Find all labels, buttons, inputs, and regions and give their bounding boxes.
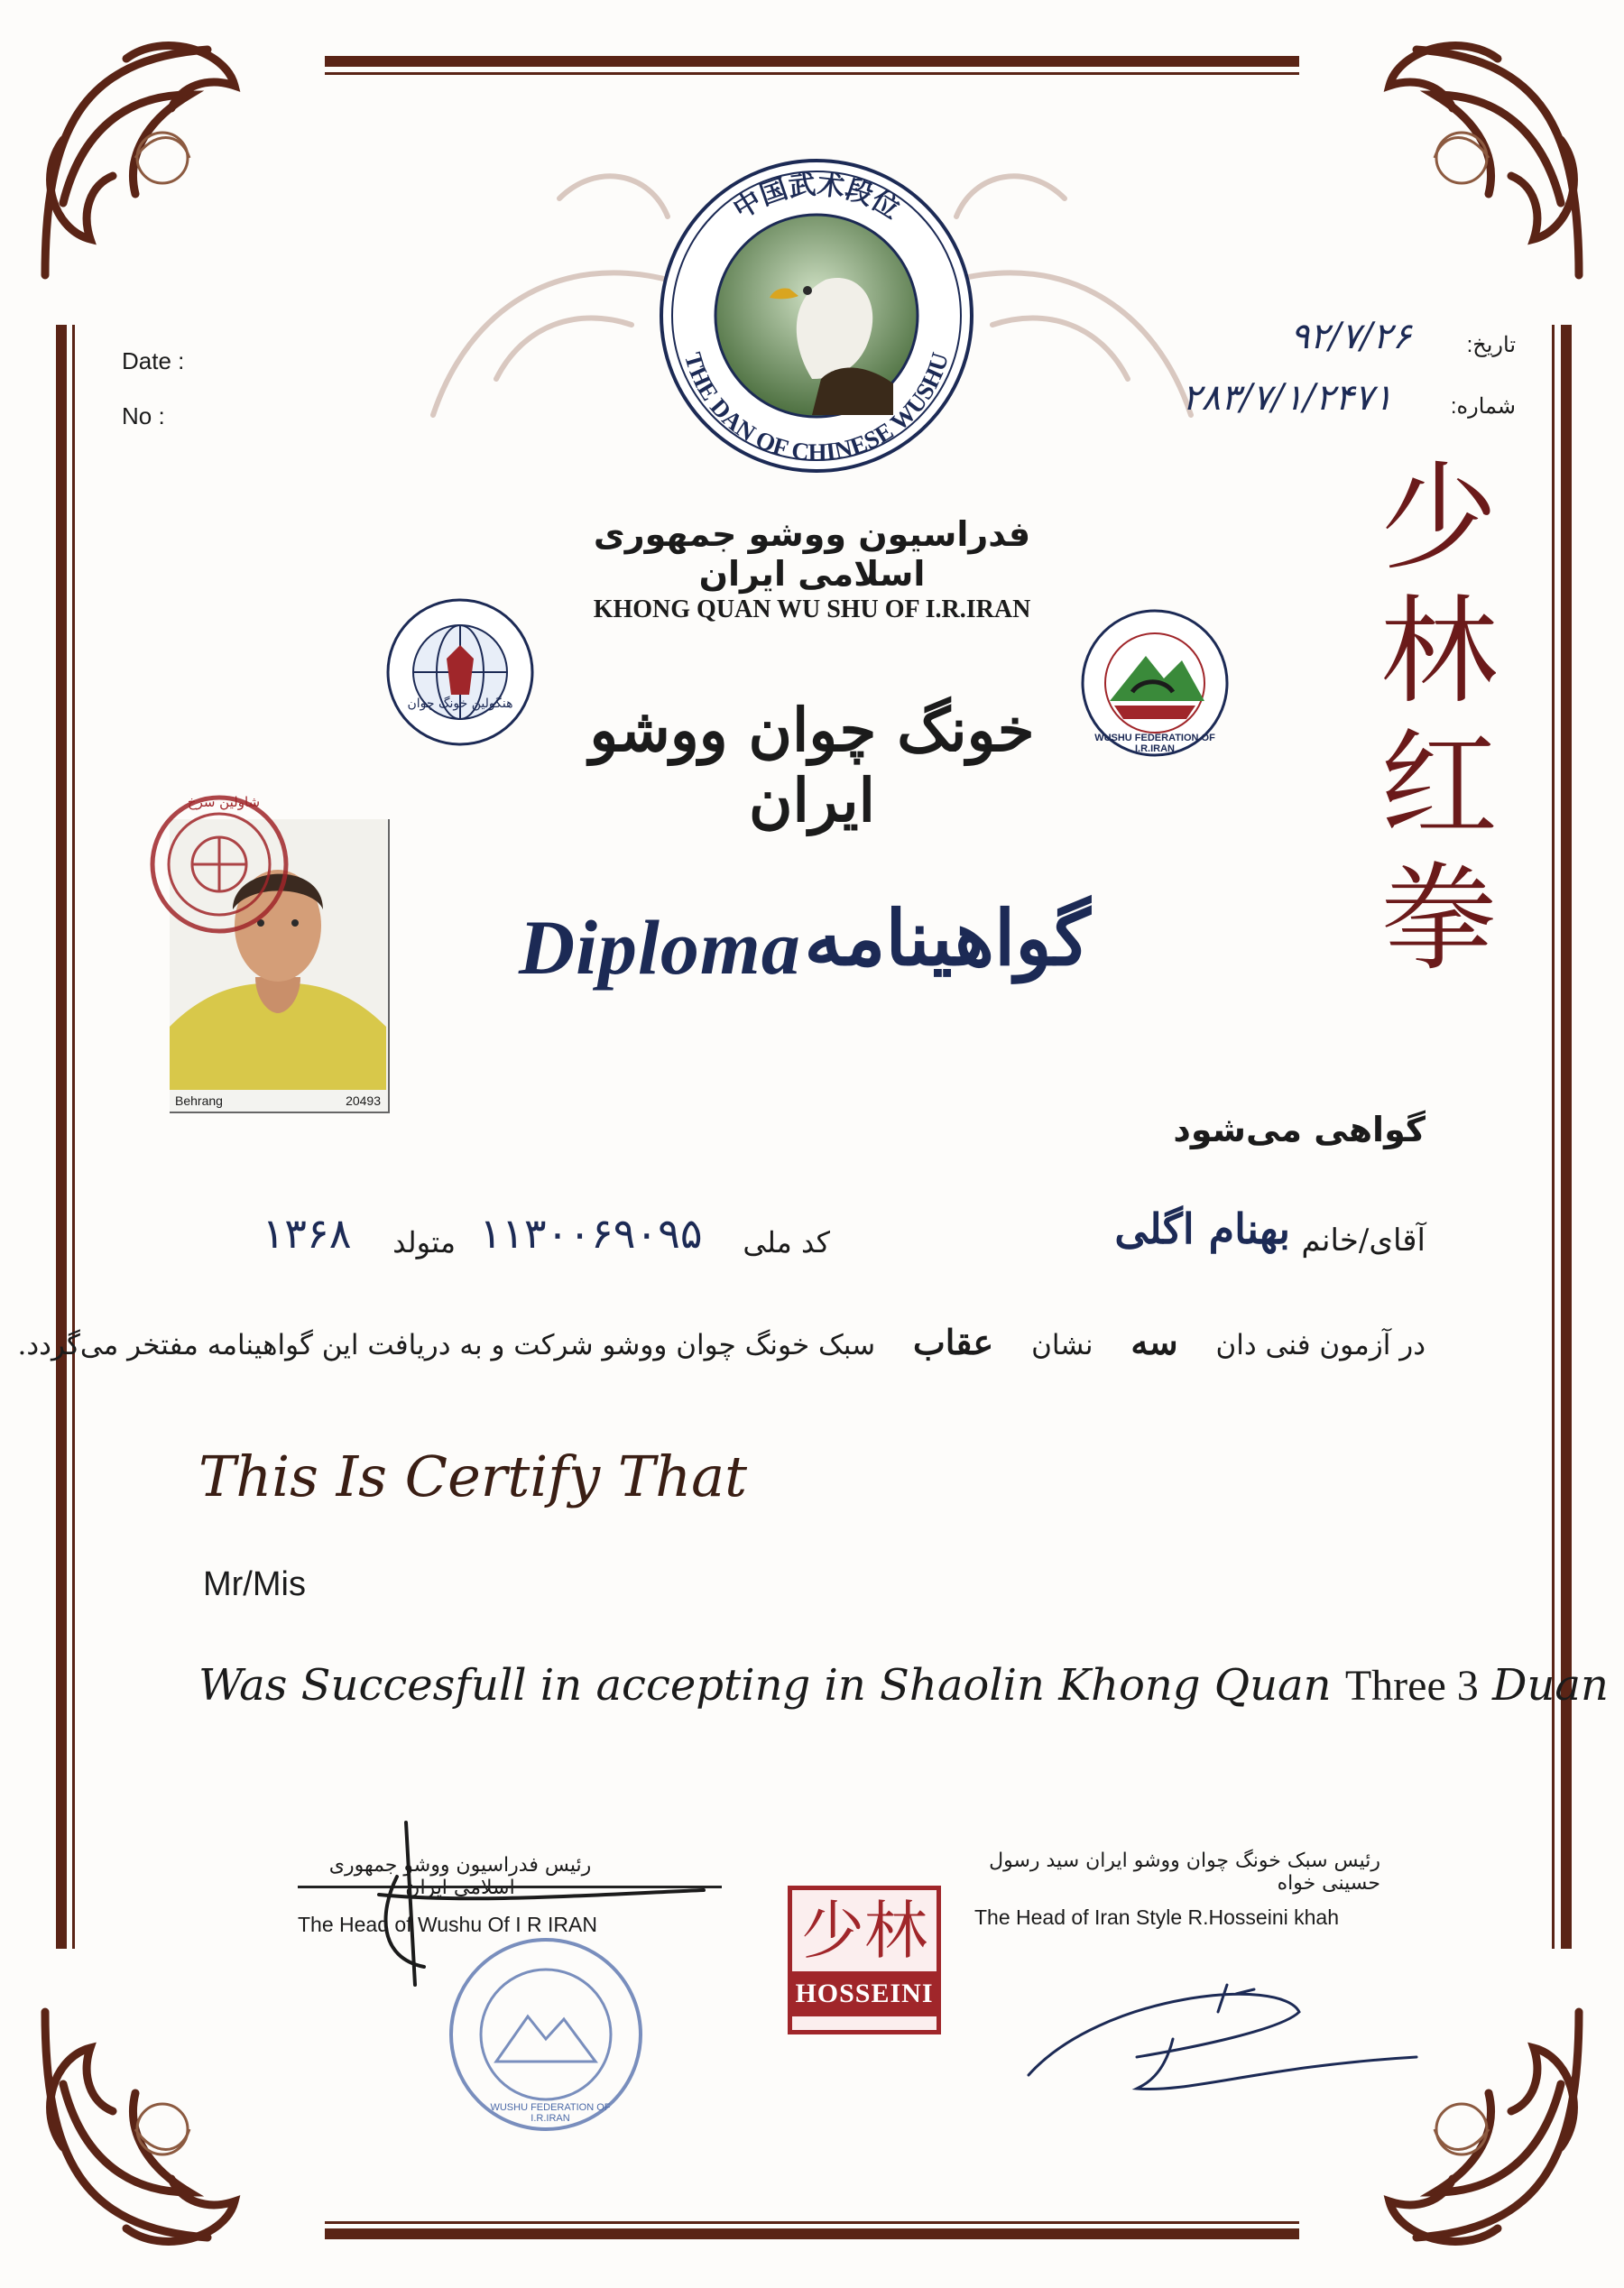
khong-quan-logo (383, 595, 537, 749)
left-border-thin (72, 325, 75, 1949)
vertical-calligraphy (1371, 451, 1507, 985)
svg-text:THE DAN OF CHINESE WUSHU (679, 349, 954, 466)
photo-stamp (147, 792, 291, 936)
svg-text:中国武术段位 (728, 169, 905, 226)
certify-fa: گواهی می‌شود (1173, 1110, 1426, 1149)
federation-name-fa: فدراسیون ووشو جمهوری اسلامی ایران (593, 514, 1031, 594)
diploma-title-fa: گواهینامه (804, 893, 1091, 983)
bottom-border (325, 2228, 1299, 2239)
corner-ornament-bottom-left (27, 1994, 298, 2265)
national-code-label-fa: کد ملی (743, 1225, 830, 1259)
number-value: ۲۸۳/۷/۱/۲۴۷۱ (1182, 377, 1393, 419)
birth-value: ۱۳۶۸ (262, 1209, 352, 1258)
date-value: ۹۲/۷/۲۶ (1290, 316, 1412, 357)
success-text-a: Was Succesfull in accepting in Shaolin Khong Quan (198, 1660, 1332, 1711)
right-signatory-en: The Head of Iran Style R.Hosseini khah (974, 1905, 1339, 1929)
right-signature (1010, 1940, 1426, 2111)
corner-ornament-top-right (1326, 23, 1597, 293)
calligraphy-char-4: 拳 (1379, 850, 1498, 987)
exam-text-c: سبک خونگ چوان ووشو شرکت و به دریافت این گواهینامه مفتخر می‌گردد. (17, 1329, 876, 1361)
top-border (325, 56, 1299, 67)
date-label-fa: تاریخ: (1466, 333, 1516, 357)
exam-text-b: نشان (1031, 1329, 1093, 1361)
wushu-federation-logo-text: WUSHU FEDERATION OF I.R.IRAN (1094, 733, 1215, 754)
certify-en: This Is Certify That (198, 1444, 748, 1509)
hosseini-stamp-chinese: 少林 (801, 1894, 927, 1968)
style-title-fa: خونگ چوان ووشو ایران (589, 695, 1035, 835)
success-line-en (198, 1660, 1609, 1711)
exam-line-fa (17, 1322, 1426, 1362)
photo-frame (170, 794, 390, 1113)
number-label-fa: شماره: (1450, 394, 1516, 419)
person-name-fa: بهنام اگلی (1114, 1204, 1290, 1253)
bottom-border-thin (325, 2221, 1299, 2224)
national-code-value: ۱۱۳۰۰۶۹۰۹۵ (479, 1209, 703, 1258)
mr-mis-label: Mr/Mis (203, 1565, 306, 1603)
seal-english-text: THE DAN OF CHINESE WUSHU (678, 349, 955, 466)
photo-caption-number: 20493 (346, 1093, 381, 1108)
corner-ornament-top-left (27, 23, 298, 293)
diploma-title-en: Diploma (519, 904, 801, 991)
right-signatory-fa: رئیس سبک خونگ چوان ووشو ایران سید رسول حسینی خواه (989, 1850, 1380, 1895)
calligraphy-char-3: 红 (1379, 716, 1498, 853)
birth-label-fa: متولد (392, 1225, 456, 1259)
person-label-fa: آقای/خانم (1301, 1222, 1426, 1259)
no-label: No : (122, 402, 165, 429)
federation-round-stamp-text: WUSHU FEDERATION OF I.R.IRAN (490, 2102, 611, 2124)
seal-text-ring (654, 153, 979, 478)
calligraphy-char-2: 林 (1379, 583, 1498, 720)
calligraphy-char-1: 少 (1379, 449, 1498, 586)
date-label: Date : (122, 347, 185, 374)
left-border (56, 325, 67, 1949)
hosseini-stamp (788, 1886, 941, 2034)
exam-text-a: در آزمون فنی دان (1215, 1329, 1426, 1361)
federation-name-en: KHONG QUAN WU SHU OF I.R.IRAN (593, 595, 1031, 623)
left-signatory-en: The Head of Wushu Of I R IRAN (298, 1913, 597, 1936)
top-border-thin (325, 72, 1299, 75)
seal-chinese-text: 中国武术段位 (727, 169, 906, 226)
hosseini-stamp-name: HOSSEINI (792, 1971, 937, 2016)
badge-name: عقاب (912, 1322, 994, 1362)
photo-stamp-text: شاولین سرخ (187, 794, 261, 810)
dan-rank: سه (1130, 1322, 1178, 1362)
photo-caption-name: Behrang (175, 1093, 223, 1108)
khong-quan-logo-text: هنگولین خونگ چوان (407, 697, 513, 711)
left-signatory-fa: رئیس فدراسیون ووشو جمهوری (328, 1854, 592, 1877)
success-text-c: Duan (1492, 1660, 1609, 1711)
success-rank: Three 3 (1344, 1662, 1479, 1710)
